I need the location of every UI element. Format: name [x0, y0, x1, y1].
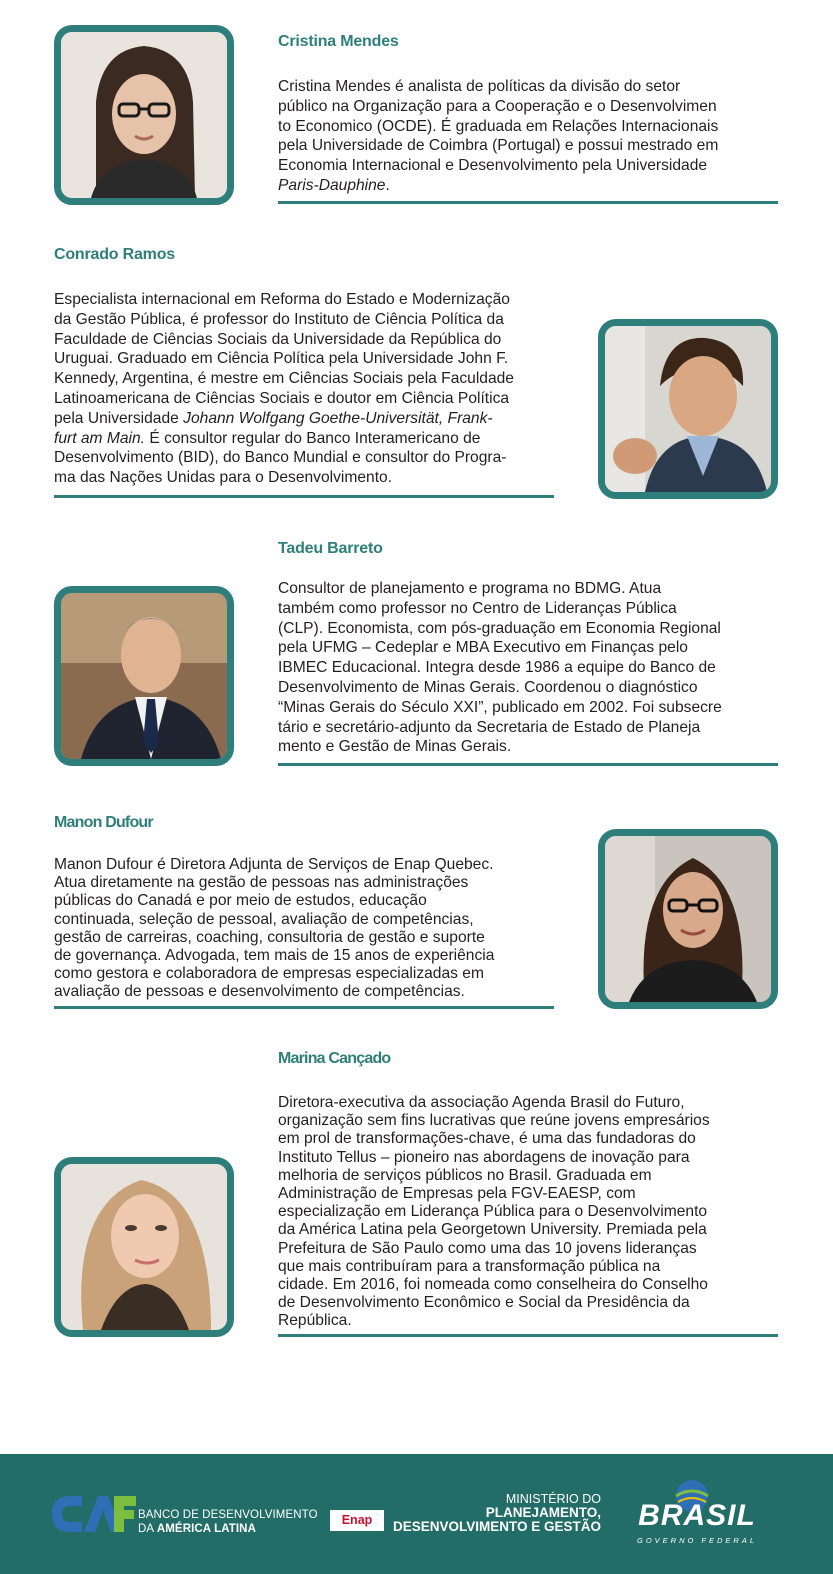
portrait-man-suit: [61, 593, 227, 759]
person-name: Marina Cançado: [278, 1050, 391, 1067]
person-name: Conrado Ramos: [54, 246, 175, 263]
portrait-woman-blonde: [61, 1164, 227, 1330]
enap-logo: Enap: [330, 1510, 384, 1531]
person-name: Cristina Mendes: [278, 33, 399, 50]
caf-logo: [48, 1492, 138, 1536]
section-divider: [54, 495, 554, 498]
section-divider: [278, 763, 778, 766]
footer-band: [0, 1454, 833, 1574]
ministerio-logo: MINISTÉRIO DO PLANEJAMENTO, DESENVOLVIMENTO E GESTÃO: [392, 1492, 601, 1534]
section-divider: [54, 1006, 554, 1009]
person-bio: Diretora-executiva da associação Agenda Brasil do Futuro, organização sem fins lucrativas que reúne jovens empresários em prol de transformações-chave, é uma das fundadoras do Instituto Tellus – pioneiro nas abordagens de inovação para melhoria de serviços públicos no Brasil. Graduada em Administração de Empresas pela FGV-EAESP, com especialização em Liderança Pública para o Desenvolvimento da América Latina pela Georgetown University. Premiada pela Prefeitura de São Paulo como uma das 10 jovens lideranças que mais contribuíram para a transformação pública na cidade. Em 2016, foi nomeada como conselheira do Conselho de Desenvolvimento Econômico e Social da Presidência da República.: [278, 1094, 710, 1330]
photo-marina-cancado: [54, 1157, 234, 1337]
person-bio: Especialista internacional em Reforma do Estado e Modernização da Gestão Pública, é professor do Instituto de Ciência Política da Faculdade de Ciências Sociais da Universidade da República do Uruguai. Graduado em Ciência Política pela Universidade John F. Kennedy, Argentina, é mestre em Ciências Sociais pela Faculdade Latinoamericana de Ciências Sociais e doutor em Ciência Política pela Universidade Johann Wolfgang Goethe-Universität, Frank- furt am Main. É consultor regular do Banco Interamericano de Desenvolvimento (BID), do Banco Mundial e consultor do Progra- ma das Nações Unidas para o Desenvolvimento.: [54, 291, 514, 487]
caf-name: BANCO DE DESENVOLVIMENTO DA AMÉRICA LATINA: [138, 1509, 318, 1535]
section-divider: [278, 1334, 778, 1337]
photo-cristina-mendes: [54, 25, 234, 205]
person-bio: Manon Dufour é Diretora Adjunta de Serviços de Enap Quebec. Atua diretamente na gestão de pessoas nas administrações públicas do Canadá e por meio de estudos, educação continuada, seleção de pessoal, avaliação de competências, gestão de carreiras, coaching, consultoria de gestão e suporte de governança. Advogada, tem mais de 15 anos de experiência como gestora e colaboradora de empresas especializadas em avaliação de pessoas e desenvolvimento de competências.: [54, 856, 495, 1001]
person-name: Tadeu Barreto: [278, 540, 383, 557]
governo-federal-label: GOVERNO FEDERAL: [636, 1536, 757, 1545]
portrait-woman-glasses-curly: [605, 836, 771, 1002]
photo-conrado-ramos: [598, 319, 778, 499]
portrait-man-gesturing: [605, 326, 771, 492]
section-divider: [278, 201, 778, 204]
brasil-wordmark: BRASIL: [638, 1499, 756, 1532]
photo-manon-dufour: [598, 829, 778, 1009]
photo-tadeu-barreto: [54, 586, 234, 766]
person-bio: Consultor de planejamento e programa no BDMG. Atua também como professor no Centro de Lideranças Pública (CLP). Economista, com pós-graduação em Economia Regional pela UFMG – Cedeplar e MBA Executivo em Finanças pelo IBMEC Educacional. Integra desde 1986 a equipe do Banco de Desenvolvimento de Minas Gerais. Coordenou o diagnóstico “Minas Gerais do Século XXI”, publicado em 2002. Foi subsecre tário e secretário-adjunto da Secretaria de Estado de Planeja mento e Gestão de Minas Gerais.: [278, 580, 722, 756]
portrait-woman-glasses: [61, 32, 227, 198]
person-bio: Cristina Mendes é analista de políticas da divisão do setor público na Organização para a Cooperação e o Desenvolvimen to Economico (OCDE). É graduada em Relações Internacionais pela Universidade de Coimbra (Portugal) e possui mestrado em Economia Internacional e Desenvolvimento pela Universidade Paris-Dauphine.: [278, 78, 719, 194]
person-name: Manon Dufour: [54, 814, 153, 831]
